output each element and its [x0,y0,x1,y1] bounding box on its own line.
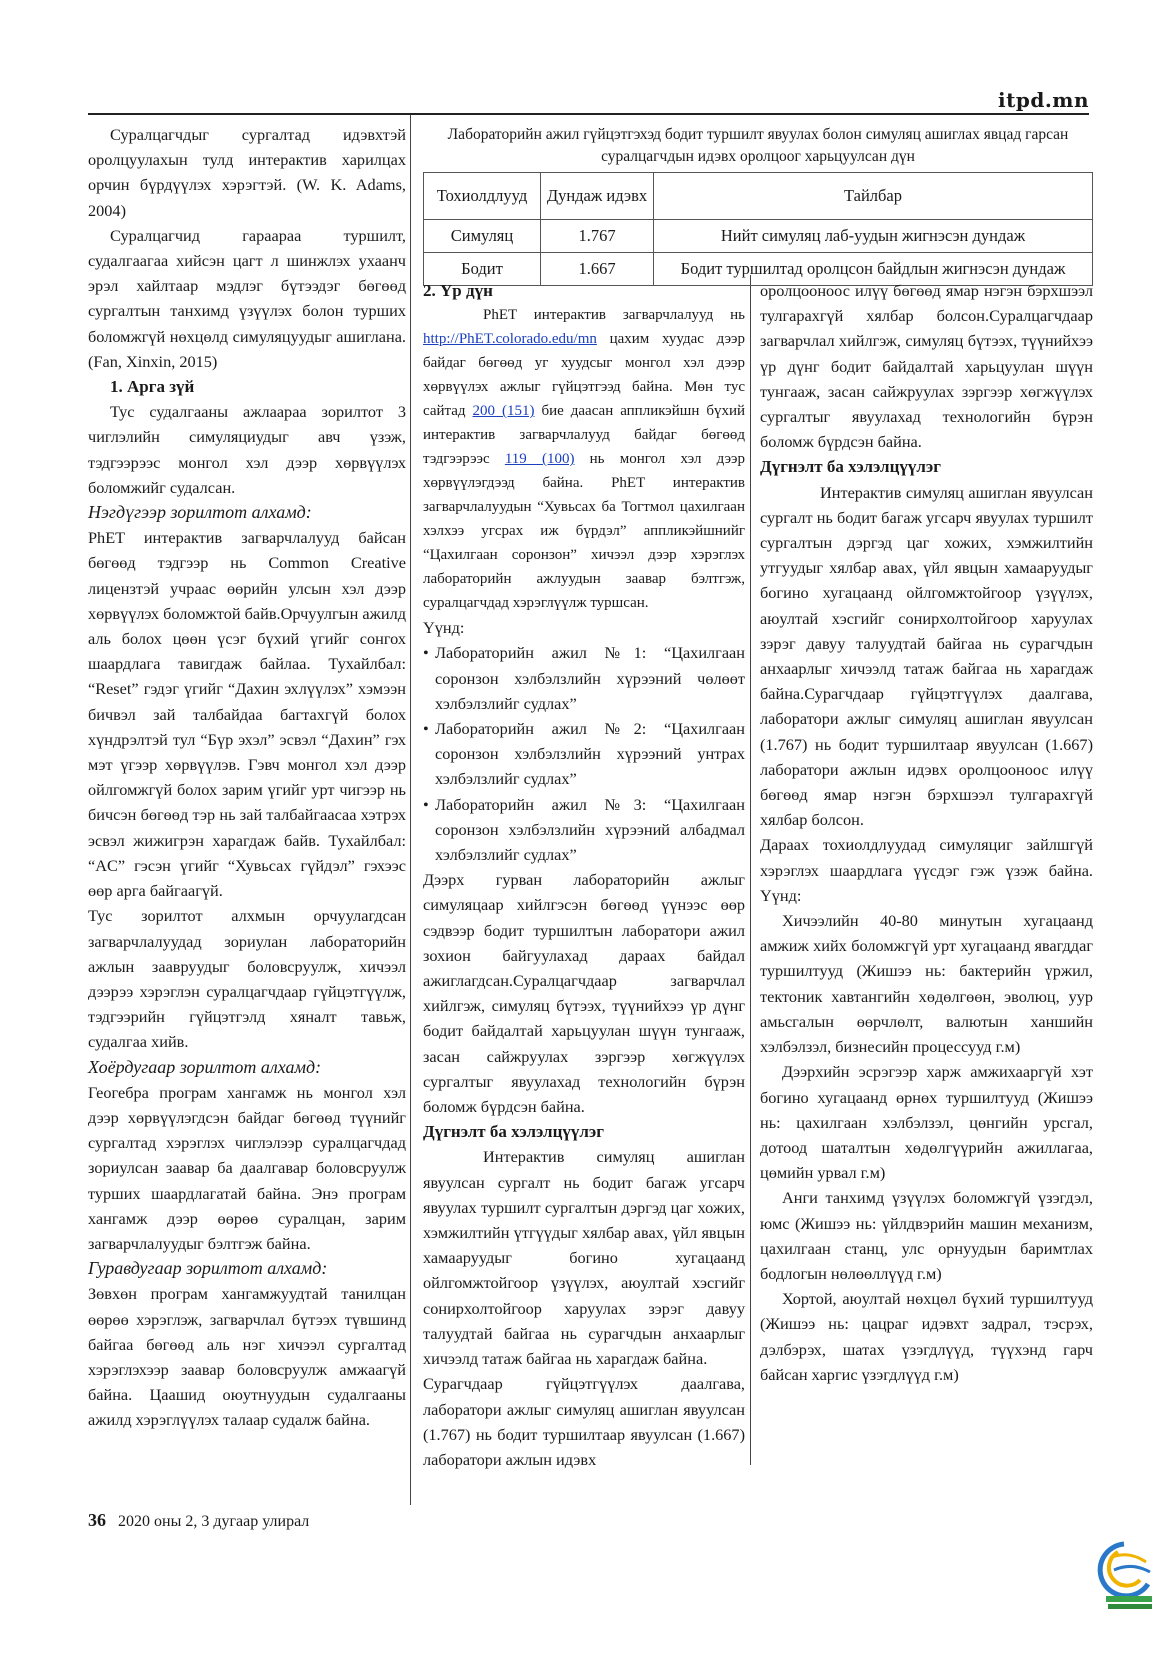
table-cell: Бодит [424,253,541,286]
col3-paragraph: Дээрхийн эсрэгээр харж амжихааргүй хэт богино хугацаанд өрнөх туршилтууд (Жишээ нь: цахилгаан хэлбэлзэл, цөнгийн урсгал, дотоод шаталтын хөдөлгүүрийн ажиллагаа, цөмийн урвал г.м) [760,1062,1093,1183]
col1-paragraph: 1. Арга зүй [110,377,195,397]
col3-paragraph: Дараах тохиолдлуудад симуляциг зайлшгүй хэрэглэх шаардлага үүсдэг гэж үзэж байна. Үүнд: [760,835,1093,905]
comparison-table [423,172,1093,286]
section-heading-results: 2. Үр дүн [423,281,493,300]
conclusion-paragraph-2: Сурагчдаар гүйцэтгүүлэх даалгава, лаборатори ажлыг симуляц ашиглан явуулсан (1.767) нь бодит туршилтаар явуулсан (1.667) лаборатори ажлын идэвх [423,1374,745,1469]
col3-paragraph: Анги танхимд үзүүлэх боломжгүй үзэгдэл, юмс (Жишээ нь: үйлдвэрийн машин механизм, цахилгаан станц, улс орнуудын баримтлах бодлогын нөлөөллүүд г.м) [760,1188,1093,1283]
table-cell: Симуляц [424,220,541,253]
text-span: PhET интерактив загварчлалууд нь [483,307,745,324]
apps-count-link[interactable]: 200 (151) [472,403,535,420]
col3-paragraph: Хортой, аюултай нөхцөл бүхий туршилтууд (Жишээ нь: цацраг идэвхт задрал, тэсрэх, дэлбэрэх, шатах үзэгдлүүд, түүхэнд гарч байсан харгис үзэгдлүүд г.м) [760,1289,1093,1384]
table-cell: Нийт симуляц лаб-уудын жигнэсэн дундаж [654,220,1093,253]
phet-site-link[interactable]: http://PhET.colorado.edu/mn [423,331,597,348]
list-item [423,716,745,792]
text-span: цахим хуудас дээр байдаг бөгөөд уг хуудсыг монгол хэл дээр хөрвүүлэх ажлыг гүйцэтгээд байна. Мөн тус сайтад [423,331,745,420]
column-divider-2 [750,275,751,1465]
list-item-text: Лабораторийн ажил №3: “Цахилгаан соронзон хэлбэлзлийн хүрээний албадмал хэлбэлзлийг судлах” [435,794,745,865]
site-name: itpd.mn [998,88,1089,112]
issue-label: 2020 оны 2, 3 дугаар улирал [118,1513,310,1530]
text-span: бие даасан аппликэйшн бүхий интерактив загварчлалууд байдаг бөгөөд тэдгээрээс [423,403,746,468]
list-intro: Үүнд: [423,618,465,638]
conclusion-paragraph: Интерактив симуляц ашиглан явуулсан сургалт нь бодит багаж угсарч явуулах туршилт сургалтын дэргэд цаг хожих, хэмжилтийн үтгүүдыг хялбар авах, үйл явцын хамааруудыг богино хугацаанд ойлгомжтойгоор үзүүлэх, аюултай хэсгийг сонирхолтойгоор харуулах зэрэг давуу талуудтай байгаа нь сурагчдын анхаарлыг хичээлд татаж байгаа нь харагдаж байна. [423,1147,745,1369]
table-header-cell: Тайлбар [654,173,1093,220]
col3-paragraph: Интерактив симуляц ашиглан явуулсан сургалт нь бодит багаж угсарч явуулах туршилт сургалтын дэргэд цаг хожих, хэмжилтийн утгуудыг хялбар авах, үйл явцын хамааруудыг богино хугацаанд ойлгомжтойгоор үзүүлэх, аюултай хэсгийг сонирхолтойгоор харуулах зэрэг давуу талуудтай байгаа нь сурагчдын анхаарлыг хичээлд татаж байгаа нь харагдаж байна.Сурагчдаар гүйцэтгүүлэх даалгава, лаборатори ажлыг симуляц ашиглан явуулсан (1.767) нь бодит туршилтаар явуулсан (1.667) лаборатори ажлын идэвх оролцооноос илүү бөгөөд ямар нэгэн бэрхшээл тулгарахгүй хялбар болсон. [760,482,1093,830]
column-divider-1 [410,115,411,1505]
col3-paragraph: Дүгнэлт ба хэлэлцүүлэг [760,457,941,477]
results-paragraph: Дээрх гурван лабораторийн ажлыг симуляцаар хийлгэсэн бөгөөд үүнээс өөр сэдвээр бодит туршилтын лаборатори ажил зохион байгуулахад дараах байдал ажиглагдсан.Суралцагчдаар загварчлал хийлгэж, симуляц бүтээх, түүнийхээ үр дүнг бодит байдалтай харьцуулан шүүн тунгааж, засан сайжруулах зэргээр хөгжүүлэх сургалтыг явуулахад технологийн бүрэн боломж бүрдсэн байна. [423,870,745,1117]
header-rule [88,113,1089,115]
page-footer [88,1510,309,1531]
table-cell: 1.667 [541,253,654,286]
bullet-icon: • [423,794,429,814]
col1-paragraph: Хоёрдугаар зорилтот алхамд: [88,1056,322,1077]
col1-paragraph: Зөвхөн програм хангамжуудтай танилцан өөрөө хэрэглэж, загварчлал бүтээх түвшинд байгаа бөгөөд аль нэг хичээл сургалтад хэрэглэхээр заавар боловсруулж амжаагүй байна. Цаашид оюутнуудын судалгааны ажилд хэрэглүүлэх талаар судалж байна. [88,1284,406,1430]
col1-paragraph: Тус зорилтот алхмын орчуулагдсан загварчлалуудад зориулан лабораторийн ажлын заавруудыг боловсруулж, хичээл дээрээ хэрэглэн суралцагчдаар гүйцэтгүүлж, тэдгээрийн гүйцэтгэлд хяналт тавьж, судалгаа хийв. [88,906,406,1052]
col1-paragraph: Суралцагчдыг сургалтад идэвхтэй оролцуулахын тулд интерактив харилцах орчин бүрдүүлэх хэрэгтэй. (W. K. Adams, 2004) [88,125,406,220]
table-header-row [424,173,1093,220]
globe-book-logo-icon [1088,1538,1160,1616]
translated-count-link[interactable]: 119 (100) [504,451,575,468]
table-header-cell: Тохиолдлууд [424,173,541,220]
col1-paragraph: PhET интерактив загварчлалууд байсан бөгөөд тэдгээр нь Common Creative лицензтэй учраас өөрийн улсын хэл дээр хөрвүүлэх боломжтой байв.Орчуулгын ажилд аль болох цөөн үсэг бүхий үгийг сонгох шаардлага тавигдаж байлаа. Тухайлбал: “Reset” гэдэг үгийг “Дахин эхлүүлэх” хэмээн бичвэл зай талбайдаа багтахгүй болох хүндрэлтэй тул “Бүр эхэл” эсвэл “Дахин” гэх мэт үгээр хөрвүүлэв. Гэвч монгол хэл дээр ойлгомжгүй болох зарим үгийг урт чигээр нь бичсэн бөгөөд тэр нь зай талбайгаасаа хэтрэх эсвэл жижигрэн харагдаж байв. Тухайлбал: “AC” гэсэн үгийг “Хувьсах гүйдэл” гэхээс өөр арга байгаагүй. [88,528,406,901]
col1-paragraph: Суралцагчид гараараа туршилт, судалгаагаа хийсэн цагт л шинжлэх ухаанч эрэл хайлтаар мэдлэг бүтээдэг бөгөөд сургалтын танхимд үзүүлэх болон турших боломжгүй нөхцөлд симуляцуудыг ашиглана. (Fan, Xinxin, 2015) [88,225,406,371]
col1-paragraph: Нэгдүгээр зорилтот алхамд: [88,502,312,523]
list-item-text: Лабораторийн ажил №1: “Цахилгаан соронзон хэлбэлзлийн хүрээний чөлөөт хэлбэлзлийг судлах” [435,643,745,713]
col1-paragraph: Тус судалгааны ажлаараа зорилтот 3 чиглэлийн симуляциудыг авч үзэж, тэдгээрээс монгол хэл дээр хөрвүүлэх боломжийг судалсан. [88,402,406,497]
table-cell: 1.767 [541,220,654,253]
results-intro-paragraph [423,303,745,615]
list-item-text: Лабораторийн ажил №2: “Цахилгаан соронзон хэлбэлзлийн хүрээний унтрах хэлбэлзлийг судлах” [435,719,745,789]
page-number: 36 [88,1510,106,1530]
col3-paragraph: оролцооноос илүү бөгөөд ямар нэгэн бэрхшээл тулгарахгүй хялбар болсон.Суралцагчдаар загварчлал хийлгэж, симуляц бүтээх, түүнийхээ үр дүнг бодит байдалтай харьцуулан шүүн тунгааж, засан сайжруулах зэргээр хөгжүүлэх сургалтыг явуулахад технологийн бүрэн боломж бүрдсэн байна. [760,281,1093,452]
col1-paragraph: Геогебра програм хангамж нь монгол хэл дээр хөрвүүлэгдсэн байдаг бөгөөд түүнийг сургалтад хэрэглэх чиглэлээр суралцагчдад зориулсан заавар ба даалгавар боловсруулж турших шаардлагатай байна. Энэ програм хангамж дээр өөрөө суралцан, зарим загварчлалуудыг бэлтгэж байна. [88,1082,406,1253]
list-item [423,792,745,868]
column-3 [760,278,1093,1387]
text-span: нь монгол хэл дээр хөрвүүлэгдээд байна. PhET интерактив загварчлалуудын “Хувьсах ба Тогтмол цахилгаан хэлхээ угсрах иж бүрдэл” аппликэйшнийг “Цахилгаан соронзон” хичээл дээр хэрэглэх лабораторийн ажлуудын заавар бэлтгэж, суралцагчдад хэрэглүүлж туршсан. [423,451,745,612]
column-2 [423,278,745,1472]
column-1 [88,122,406,1433]
bullet-icon: • [423,719,429,739]
col1-paragraph: Гуравдугаар зорилтот алхамд: [88,1258,328,1279]
bullet-icon: • [423,643,429,663]
table-header-cell: Дундаж идэвх [541,173,654,220]
section-heading-conclusion: Дүгнэлт ба хэлэлцүүлэг [423,1122,604,1142]
table-caption: Лабораторийн ажил гүйцэтгэхэд бодит туршилт явуулах болон симуляц ашиглах явцад гарсан суралцагчдын идэвх оролцоог харьцуулсан дүн [447,126,1069,165]
table-cell: Бодит туршилтад оролцсон байдлын жигнэсэн дундаж [654,253,1093,286]
list-item [423,640,745,716]
table-row [424,220,1093,253]
col3-paragraph: Хичээлийн 40-80 минутын хугацаанд амжиж хийх боломжгүй урт хугацаанд явагддаг туршилтууд (Жишээ нь: бактерийн үржил, тектоник хавтангийн хөдөлгөөн, эволюц, уур амьсгалын өөрчлөлт, валютын ханшийн хэлбэлзэл, бизнесийн процессууд г.м) [760,911,1093,1057]
